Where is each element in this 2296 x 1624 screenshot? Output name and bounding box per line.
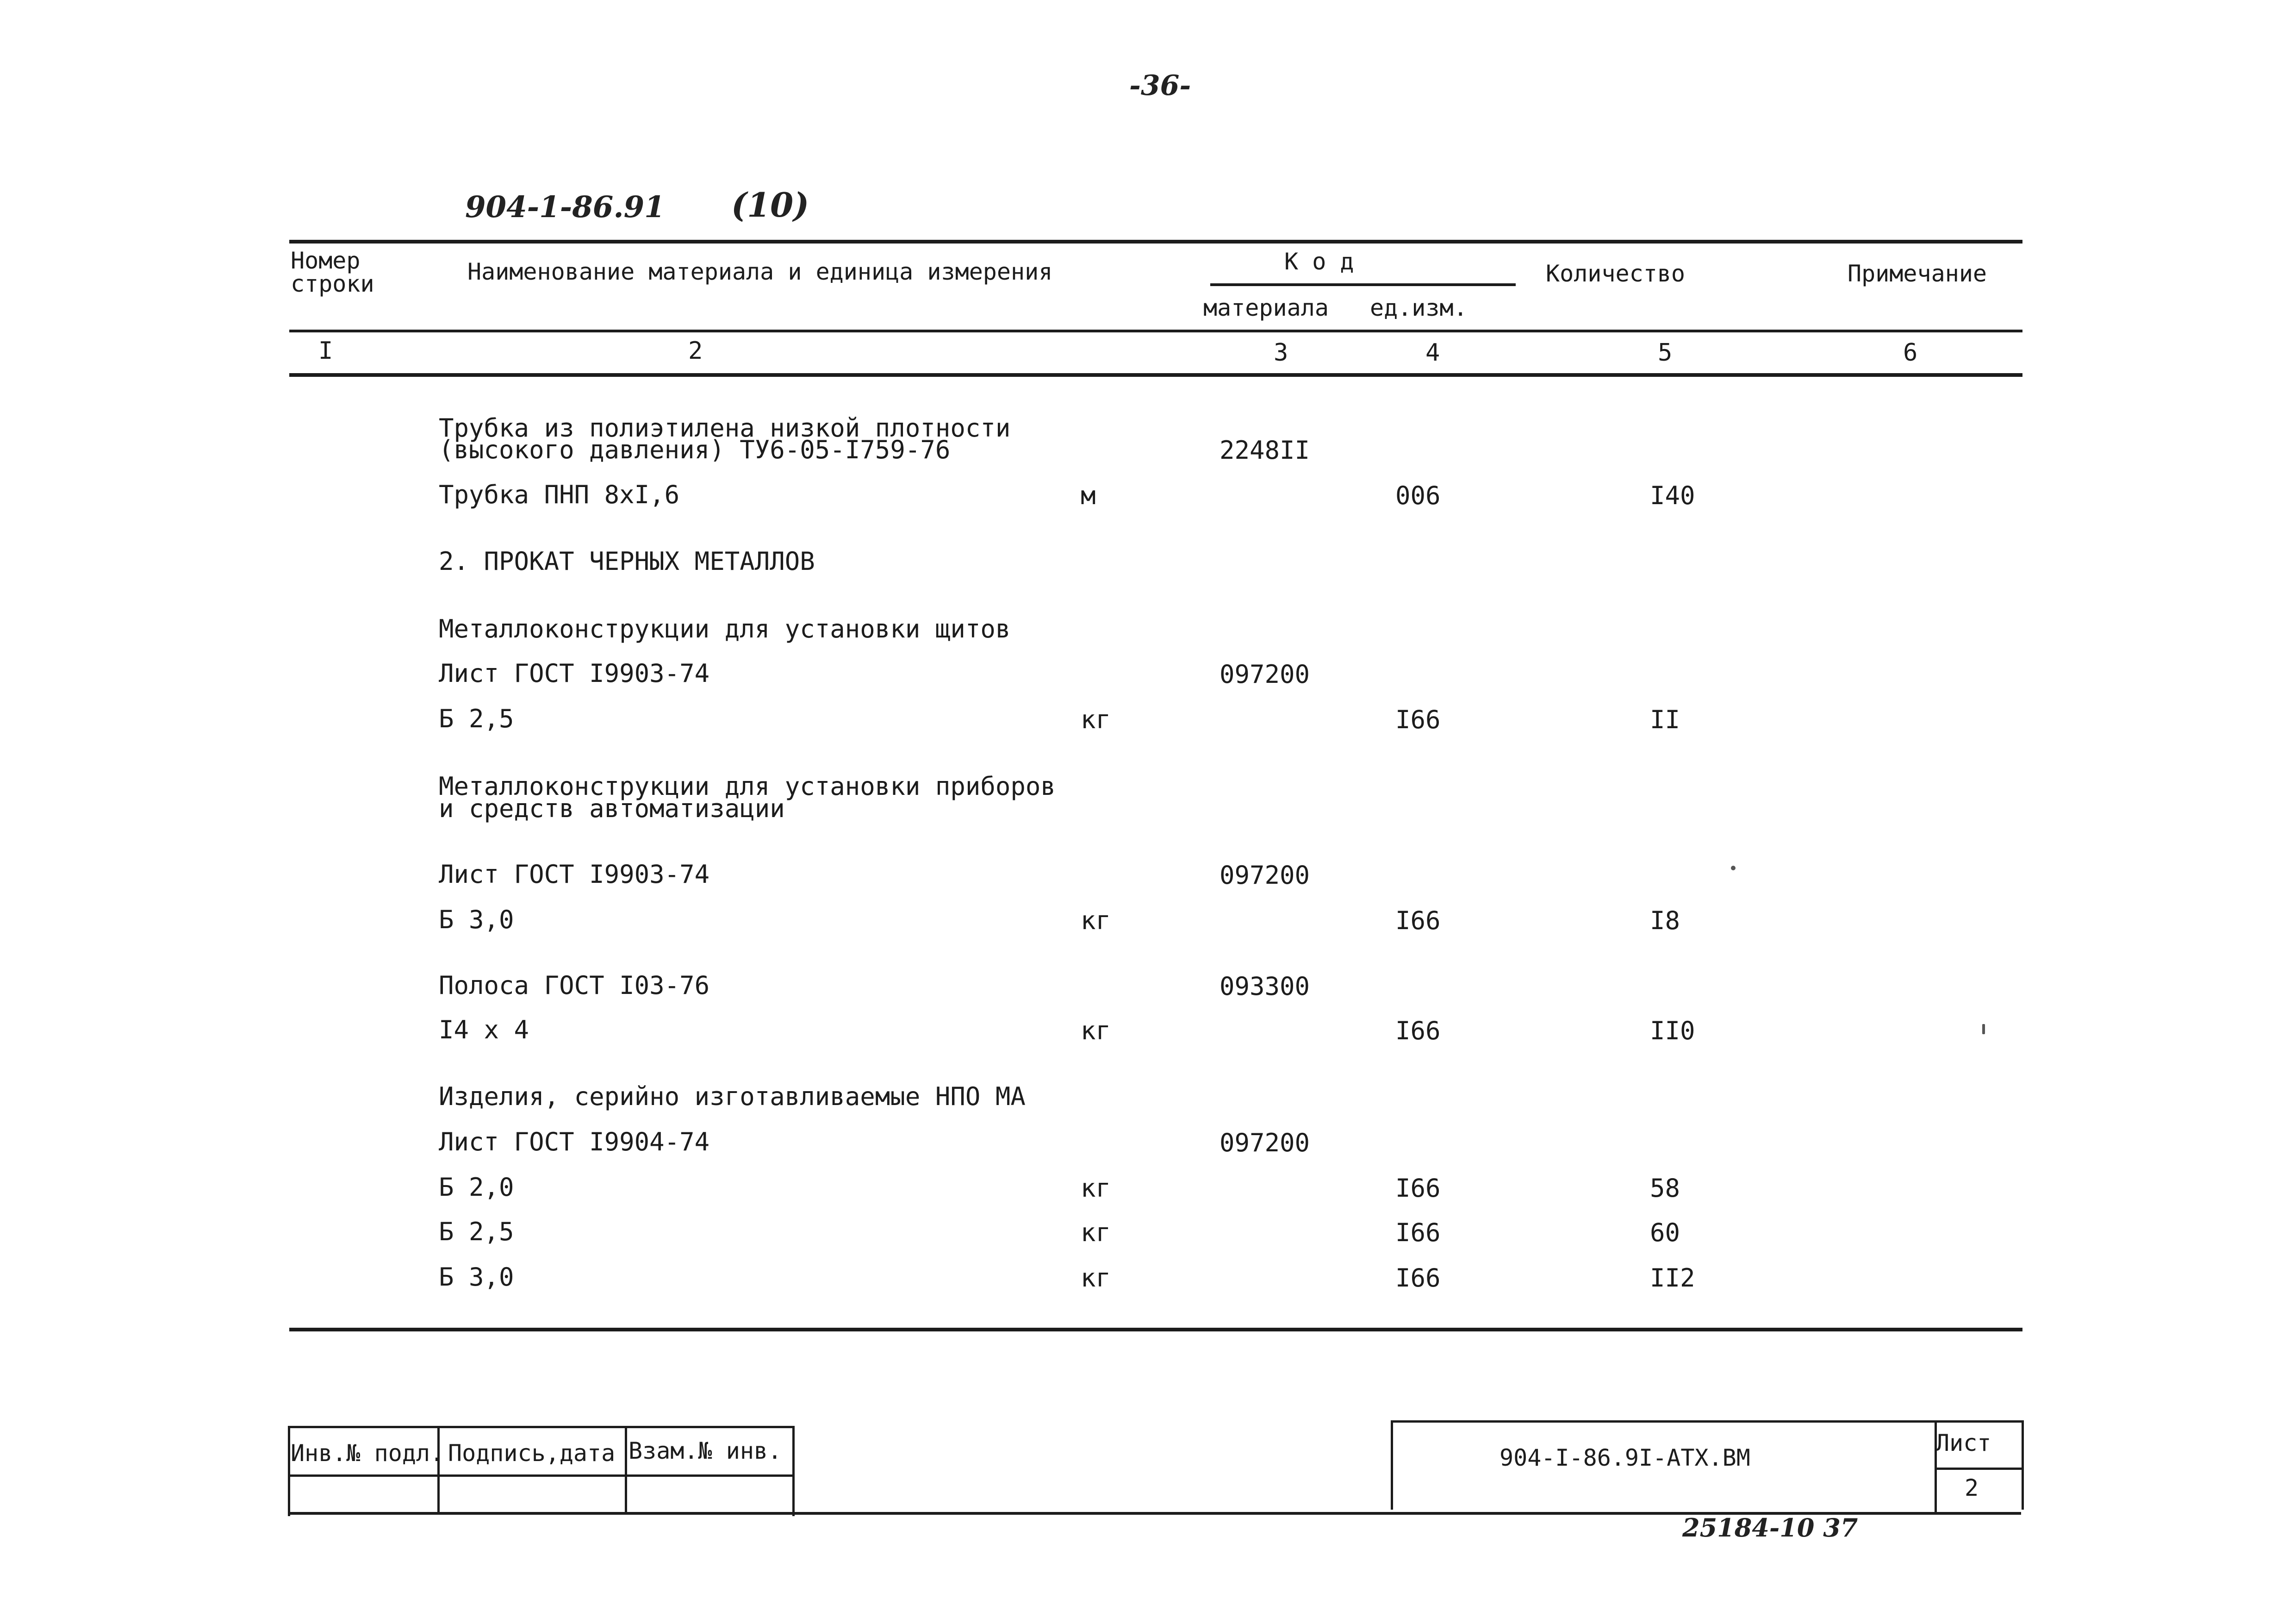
material-name: Б 3,0 — [439, 1262, 514, 1292]
sheet-label: Лист — [1935, 1430, 1991, 1456]
material-code: 097200 — [1220, 861, 1310, 890]
header-quantity: Количество — [1546, 260, 1686, 287]
unit-code: I66 — [1395, 705, 1441, 734]
material-name-continued: и средств автоматизации — [439, 794, 785, 823]
material-name: Изделия, серийно изготавливаемые НПО МА — [439, 1082, 1026, 1111]
material-name: Лист ГОСТ I9903-74 — [439, 860, 710, 889]
column-number-2: 2 — [688, 337, 703, 365]
column-number-1: I — [318, 337, 333, 365]
material-code: 097200 — [1220, 1128, 1310, 1157]
material-name: Трубка из полиэтилена низкой плотности — [439, 413, 1011, 443]
material-code: 2248II — [1220, 436, 1310, 465]
header-name: Наименование материала и единица измерения — [467, 258, 1053, 285]
unit-code: I66 — [1395, 1263, 1441, 1293]
column-number-5: 5 — [1658, 339, 1673, 367]
material-name: Б 3,0 — [439, 905, 514, 934]
material-code: 093300 — [1220, 972, 1310, 1001]
signature-date-label: Подпись,дата — [448, 1440, 616, 1467]
material-name: Лист ГОСТ I9903-74 — [439, 659, 710, 688]
header-code-unit: ед.изм. — [1370, 294, 1468, 321]
unit: кг — [1081, 1016, 1111, 1045]
header-bottom-rule — [289, 330, 2022, 332]
quantity: I8 — [1650, 906, 1680, 935]
handwritten-project-code: 904-1-86.91 — [465, 190, 665, 225]
material-name: Б 2,5 — [439, 1217, 514, 1246]
handwritten-mark: (10) — [731, 185, 809, 225]
material-name: Лист ГОСТ I9904-74 — [439, 1127, 710, 1156]
material-name: Трубка ПНП 8хI,6 — [439, 480, 680, 509]
unit-code: I66 — [1395, 1016, 1441, 1045]
stamp-divider — [288, 1474, 792, 1477]
unit: кг — [1081, 1263, 1111, 1293]
material-name: Б 2,0 — [439, 1173, 514, 1202]
unit-code: I66 — [1395, 1174, 1441, 1203]
material-name: I4 х 4 — [439, 1015, 529, 1044]
unit: кг — [1081, 1218, 1111, 1247]
unit: кг — [1081, 906, 1111, 935]
material-name: Металлоконструкции для установки щитов — [439, 614, 1011, 643]
header-row-number: Номер строки — [291, 247, 374, 297]
stamp-vline — [437, 1426, 440, 1514]
page-number: -36- — [1129, 69, 1191, 102]
inv-label: Инв.№ подл. — [291, 1440, 444, 1467]
unit-code: 006 — [1395, 481, 1441, 510]
unit: м — [1081, 481, 1096, 510]
unit: кг — [1081, 705, 1111, 734]
unit: кг — [1081, 1174, 1111, 1203]
column-number-6: 6 — [1903, 339, 1918, 367]
quantity: 60 — [1650, 1218, 1680, 1247]
material-code: 097200 — [1220, 660, 1310, 689]
code-header-rule — [1210, 283, 1516, 286]
unit-code: I66 — [1395, 906, 1441, 935]
header-note: Примечание — [1848, 260, 1987, 287]
title-block-hline — [1935, 1468, 2022, 1470]
table-bottom-rule — [289, 1328, 2022, 1331]
exchange-inv-label: Взам.№ инв. — [628, 1437, 782, 1464]
header-code: К о д — [1284, 248, 1354, 275]
column-number-4: 4 — [1425, 339, 1440, 367]
scan-speck — [1731, 866, 1736, 870]
scan-speck — [1982, 1024, 1985, 1034]
header-code-material: материала — [1203, 294, 1329, 321]
material-name: Металлоконструкции для установки приборов — [439, 772, 1056, 801]
unit-code: I66 — [1395, 1218, 1441, 1247]
table-top-rule — [289, 240, 2022, 244]
quantity: II0 — [1650, 1016, 1695, 1045]
handwritten-footer: 25184-10 37 — [1682, 1513, 1858, 1543]
quantity: II2 — [1650, 1263, 1695, 1293]
stamp-vline — [625, 1426, 627, 1514]
column-numbers-rule — [289, 373, 2022, 377]
quantity: I40 — [1650, 481, 1695, 510]
material-name: Б 2,5 — [439, 704, 514, 733]
quantity: II — [1650, 705, 1680, 734]
document-code: 904-I-86.9I-АТХ.ВМ — [1500, 1444, 1750, 1471]
material-name: Полоса ГОСТ I03-76 — [439, 971, 710, 1000]
column-number-3: 3 — [1274, 339, 1288, 367]
sheet-number: 2 — [1965, 1474, 1979, 1501]
material-name-continued: (высокого давления) ТУ6-05-I759-76 — [439, 435, 951, 464]
quantity: 58 — [1650, 1174, 1680, 1203]
section-title: 2. ПРОКАТ ЧЕРНЫХ МЕТАЛЛОВ — [439, 547, 815, 576]
